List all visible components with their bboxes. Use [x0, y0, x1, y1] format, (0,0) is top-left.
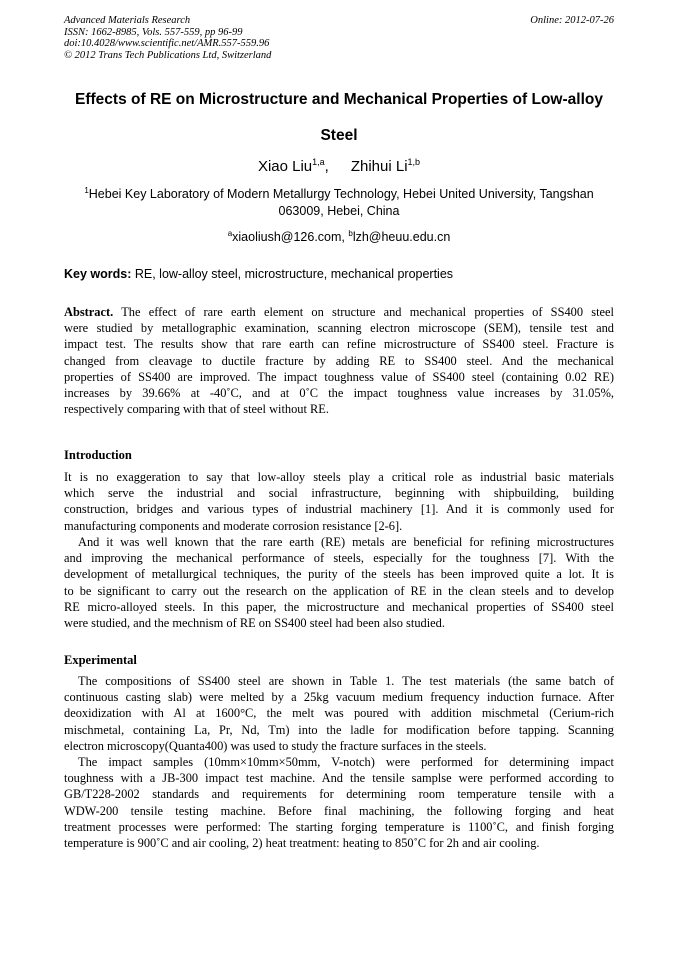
- journal-info: [64, 15, 271, 61]
- experimental-paragraph-2: [64, 754, 614, 851]
- text-line: manufacturing components and moderate corrosion resistance [2-6].: [64, 518, 403, 533]
- text-line: were studied, and the mechnism of RE on SS400 steel had been also studied.: [64, 615, 445, 630]
- journal-issn: ISSN: 1662-8985, Vols. 557-559, pp 96-99: [64, 26, 243, 38]
- author-affiliation-mark: 1,b: [407, 157, 421, 167]
- text-line: And it was well known that the rare earth (RE) metals are beneficial for refining microstructures: [78, 535, 614, 549]
- paper-title-line-2: Steel: [320, 127, 358, 144]
- keywords-text: RE, low-alloy steel, microstructure, mechanical properties: [131, 267, 454, 281]
- text-line: to be significant to carry out the research on the application of RE in the clean steels and to develop: [64, 583, 614, 598]
- abstract-line: were studied by metallographic examination, scanning electron microscope (SEM), tensile test and: [64, 321, 614, 336]
- text-line: temperature is 900˚C and air cooling, 2) heat treatment: heating to 850˚C for 2h and air cooling.: [64, 835, 540, 850]
- abstract-line: Abstract. The effect of rare earth element on structure and mechanical properties of SS400 steel: [64, 305, 614, 319]
- affiliation-line-1: $^1$Hebei Key Laboratory of Modern Metallurgy Technology, Hebei United University, Tangshan: [84, 186, 594, 202]
- abstract-line: respectively comparing with that of steel without RE.: [64, 402, 329, 417]
- journal-doi: doi:10.4028/www.scientific.net/AMR.557-559.96: [64, 38, 270, 49]
- keywords-label: Key words:: [64, 267, 132, 281]
- abstract-line: increases by 39.66% at -40˚C, and at 0˚C the impact toughness value increases by 31.05%,: [64, 385, 614, 400]
- text-line: continuous casting slab) were melted by a 25kg vacuum medium frequency induction furnace. After: [64, 690, 614, 705]
- author-name: Xiao Liu: [257, 158, 313, 175]
- author-separator: ,: [324, 158, 329, 175]
- author-emails: $^a$xiaoliush@126.com, $^b$lzh@heuu.edu.cn: [227, 229, 451, 245]
- experimental-paragraph-1: [64, 673, 614, 754]
- affiliation-line-2: 063009, Hebei, China: [278, 204, 400, 218]
- introduction-paragraph-1: [64, 469, 614, 534]
- text-line: development of metallurgical techniques, the purity of the steels has been improved quite a lot. It is: [64, 567, 614, 582]
- text-line: GB/T228-2002 standards and requirements for determining room temperature tensile with a: [64, 787, 614, 802]
- text-line: deoxidization with Al at 1600°C, the melt was poured with addition mischmetal (Cerium-rich: [64, 706, 614, 721]
- paper-title-line-1: Effects of RE on Microstructure and Mechanical Properties of Low-alloy: [75, 91, 603, 108]
- text-line: which serve the industrial and social infrastructure, beginning with shipbuilding, building: [64, 486, 614, 501]
- abstract: [64, 304, 614, 417]
- text-line: electron microscopy(Quanta400) was used to study the fracture surfaces in the steels.: [64, 738, 487, 753]
- text-line: treatment processes were performed: The starting forging temperature is 1100˚C, and finish forging: [64, 819, 614, 834]
- keywords: [64, 267, 614, 281]
- text-line: mischmetal, containing La, Pr, Nd, Tm) into the ladle for modification before tapping. Scanning: [64, 722, 614, 737]
- abstract-label: Abstract.: [64, 305, 114, 319]
- introduction-paragraph-2: [64, 534, 614, 631]
- text-line: toughness with a JB-300 impact test machine. And the tensile samplse were performed according to: [64, 771, 614, 786]
- journal-name: Advanced Materials Research: [64, 15, 191, 26]
- text-line: It is no exaggeration to say that low-alloy steels play a critical role as industrial basic materials: [64, 470, 614, 484]
- text-line: WDW-200 tensile testing machine. Before final machining, the following forging and heat: [64, 803, 614, 818]
- email-link[interactable]: xiaoliush@126.com,: [232, 230, 349, 245]
- section-heading-experimental: Experimental: [64, 653, 137, 667]
- text-line: The impact samples (10mm×10mm×50mm, V-notch) were performed for determining impact: [78, 755, 614, 769]
- author-name: Zhihui Li: [350, 158, 408, 175]
- author-affiliation-mark: 1,a: [312, 157, 325, 167]
- online-date: Online: 2012-07-26: [530, 15, 614, 26]
- text-line: and improving the mechanical performance of steels, especially for the toughness [7]. With the: [64, 551, 614, 566]
- abstract-line: changed from cleavage to ductile fracture by adding RE to SS400 steel. And the mechanical: [64, 353, 614, 368]
- author-list: [0, 157, 678, 175]
- text-line: RE micro-alloyed steels. In this paper, the microstructure and mechanical properties of SS400 steel: [64, 599, 614, 614]
- journal-copyright: © 2012 Trans Tech Publications Ltd, Switzerland: [64, 49, 272, 61]
- section-heading-introduction: Introduction: [64, 448, 132, 462]
- text-line: The compositions of SS400 steel are shown in Table 1. The test materials (the same batch of: [78, 674, 614, 688]
- email-link[interactable]: lzh@heuu.edu.cn: [352, 230, 451, 245]
- abstract-line: impact test. The results show that rare earth can refine microstructure of SS400 steel. Fracture is: [64, 337, 614, 352]
- text-line: construction, bridges and various types of industrial machinery [1]. And it is commonly used for: [64, 502, 614, 517]
- affiliation-mark: 1: [84, 186, 89, 195]
- abstract-line: properties of SS400 are improved. The impact toughness value of SS400 steel (containing 0.02 RE): [64, 369, 614, 384]
